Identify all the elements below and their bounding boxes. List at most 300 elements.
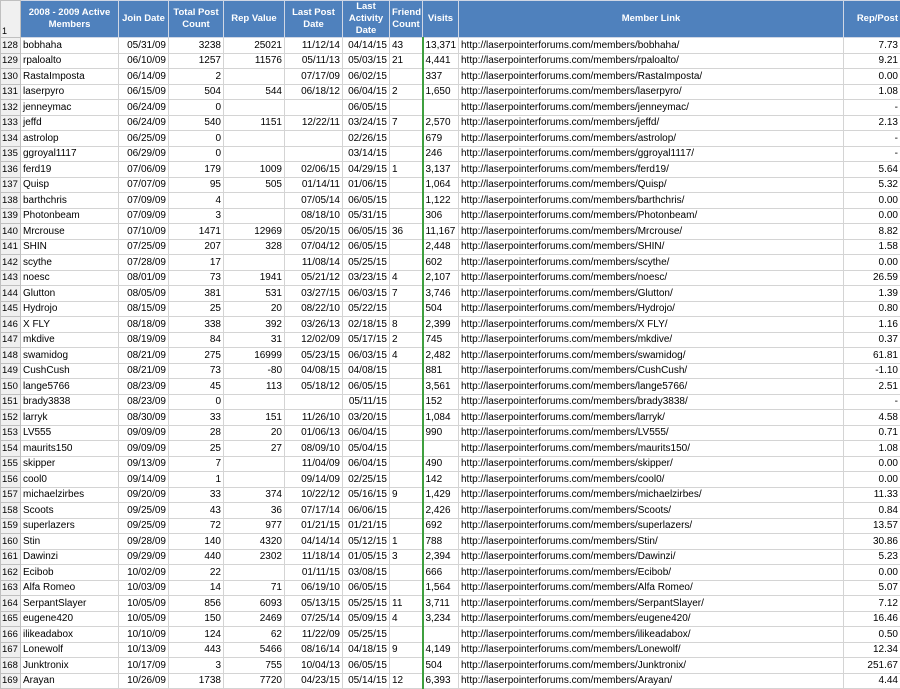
friend-count-cell[interactable]: 1 — [390, 162, 423, 178]
join-date-cell[interactable]: 09/25/09 — [119, 518, 169, 534]
rep-value-cell[interactable]: 11576 — [224, 53, 285, 69]
post-count-cell[interactable]: 33 — [169, 410, 224, 426]
member-name-cell[interactable]: swamidog — [21, 348, 119, 364]
visits-cell[interactable]: 3,234 — [423, 611, 459, 627]
last-activity-cell[interactable]: 05/14/15 — [343, 673, 390, 689]
friend-count-cell[interactable] — [390, 100, 423, 116]
last-activity-cell[interactable]: 06/04/15 — [343, 84, 390, 100]
last-post-cell[interactable]: 11/04/09 — [285, 456, 343, 472]
friend-count-cell[interactable]: 9 — [390, 487, 423, 503]
last-post-cell[interactable]: 01/11/15 — [285, 565, 343, 581]
last-post-cell[interactable]: 07/17/14 — [285, 503, 343, 519]
visits-cell[interactable]: 4,441 — [423, 53, 459, 69]
last-activity-cell[interactable]: 06/05/15 — [343, 580, 390, 596]
last-activity-cell[interactable]: 04/14/15 — [343, 38, 390, 54]
rep-value-cell[interactable]: 374 — [224, 487, 285, 503]
row-number[interactable]: 143 — [1, 270, 21, 286]
rep-value-cell[interactable]: 2302 — [224, 549, 285, 565]
visits-cell[interactable]: 306 — [423, 208, 459, 224]
member-name-cell[interactable]: LV555 — [21, 425, 119, 441]
post-count-cell[interactable]: 179 — [169, 162, 224, 178]
last-post-cell[interactable] — [285, 100, 343, 116]
row-number[interactable]: 131 — [1, 84, 21, 100]
member-name-cell[interactable]: scythe — [21, 255, 119, 271]
visits-cell[interactable]: 246 — [423, 146, 459, 162]
member-link-cell[interactable]: http://laserpointerforums.com/members/maurits150/ — [459, 441, 844, 457]
row-number[interactable]: 149 — [1, 363, 21, 379]
member-name-cell[interactable]: Mrcrouse — [21, 224, 119, 240]
post-count-cell[interactable]: 381 — [169, 286, 224, 302]
rep-value-cell[interactable]: 31 — [224, 332, 285, 348]
rep-value-cell[interactable] — [224, 100, 285, 116]
rep-value-cell[interactable]: 1151 — [224, 115, 285, 131]
rep-value-cell[interactable] — [224, 131, 285, 147]
rep-value-cell[interactable]: 113 — [224, 379, 285, 395]
last-post-cell[interactable]: 02/06/15 — [285, 162, 343, 178]
post-count-cell[interactable]: 140 — [169, 534, 224, 550]
rep-post-cell[interactable]: 5.07 — [844, 580, 900, 596]
join-date-cell[interactable]: 08/21/09 — [119, 348, 169, 364]
rep-post-cell[interactable]: 1.16 — [844, 317, 900, 333]
last-post-cell[interactable]: 08/18/10 — [285, 208, 343, 224]
visits-cell[interactable]: 13,371 — [423, 38, 459, 54]
join-date-cell[interactable]: 09/29/09 — [119, 549, 169, 565]
member-name-cell[interactable]: brady3838 — [21, 394, 119, 410]
last-post-cell[interactable]: 08/16/14 — [285, 642, 343, 658]
member-link-cell[interactable]: http://laserpointerforums.com/members/ggroyal1117/ — [459, 146, 844, 162]
last-activity-cell[interactable]: 06/05/15 — [343, 193, 390, 209]
rep-post-cell[interactable]: 0.71 — [844, 425, 900, 441]
join-date-cell[interactable]: 05/31/09 — [119, 38, 169, 54]
join-date-cell[interactable]: 09/09/09 — [119, 425, 169, 441]
last-post-cell[interactable]: 12/02/09 — [285, 332, 343, 348]
row-number[interactable]: 161 — [1, 549, 21, 565]
member-name-cell[interactable]: lange5766 — [21, 379, 119, 395]
rep-post-cell[interactable]: 0.00 — [844, 208, 900, 224]
post-count-cell[interactable]: 28 — [169, 425, 224, 441]
visits-cell[interactable]: 1,429 — [423, 487, 459, 503]
last-post-cell[interactable]: 11/18/14 — [285, 549, 343, 565]
join-date-cell[interactable]: 08/23/09 — [119, 394, 169, 410]
friend-count-cell[interactable]: 2 — [390, 84, 423, 100]
post-count-cell[interactable]: 25 — [169, 441, 224, 457]
rep-post-cell[interactable]: 4.44 — [844, 673, 900, 689]
member-name-cell[interactable]: michaelzirbes — [21, 487, 119, 503]
last-post-cell[interactable]: 07/05/14 — [285, 193, 343, 209]
member-link-cell[interactable]: http://laserpointerforums.com/members/superlazers/ — [459, 518, 844, 534]
post-count-cell[interactable]: 0 — [169, 146, 224, 162]
visits-cell[interactable]: 504 — [423, 658, 459, 674]
row-number[interactable]: 134 — [1, 131, 21, 147]
last-activity-cell[interactable]: 06/04/15 — [343, 425, 390, 441]
join-date-header[interactable]: Join Date — [119, 1, 169, 38]
rep-value-cell[interactable]: 27 — [224, 441, 285, 457]
last-activity-cell[interactable]: 03/08/15 — [343, 565, 390, 581]
join-date-cell[interactable]: 07/07/09 — [119, 177, 169, 193]
member-name-cell[interactable]: superlazers — [21, 518, 119, 534]
rep-post-cell[interactable]: 0.80 — [844, 301, 900, 317]
member-name-cell[interactable]: Junktronix — [21, 658, 119, 674]
last-post-cell[interactable]: 08/09/10 — [285, 441, 343, 457]
row-number[interactable]: 130 — [1, 69, 21, 85]
last-activity-cell[interactable]: 05/11/15 — [343, 394, 390, 410]
last-post-cell[interactable]: 05/23/15 — [285, 348, 343, 364]
join-date-cell[interactable]: 06/29/09 — [119, 146, 169, 162]
join-date-cell[interactable]: 10/03/09 — [119, 580, 169, 596]
last-activity-cell[interactable]: 06/03/15 — [343, 348, 390, 364]
friend-count-cell[interactable] — [390, 255, 423, 271]
last-activity-cell[interactable]: 04/18/15 — [343, 642, 390, 658]
member-name-cell[interactable]: eugene420 — [21, 611, 119, 627]
member-name-cell[interactable]: mkdive — [21, 332, 119, 348]
join-date-cell[interactable]: 09/20/09 — [119, 487, 169, 503]
friend-count-cell[interactable] — [390, 425, 423, 441]
member-name-cell[interactable]: Glutton — [21, 286, 119, 302]
rep-post-cell[interactable]: 1.08 — [844, 441, 900, 457]
rep-post-cell[interactable]: 7.12 — [844, 596, 900, 612]
last-post-cell[interactable]: 09/14/09 — [285, 472, 343, 488]
row-number[interactable]: 152 — [1, 410, 21, 426]
last-post-cell[interactable]: 11/08/14 — [285, 255, 343, 271]
member-name-cell[interactable]: Stin — [21, 534, 119, 550]
visits-cell[interactable]: 152 — [423, 394, 459, 410]
rep-value-cell[interactable]: 1941 — [224, 270, 285, 286]
visits-cell[interactable] — [423, 100, 459, 116]
member-link-cell[interactable]: http://laserpointerforums.com/members/lange5766/ — [459, 379, 844, 395]
last-post-cell[interactable]: 07/25/14 — [285, 611, 343, 627]
row-number[interactable]: 158 — [1, 503, 21, 519]
rep-post-cell[interactable]: 0.00 — [844, 565, 900, 581]
last-post-cell[interactable]: 01/21/15 — [285, 518, 343, 534]
member-name-cell[interactable]: SHIN — [21, 239, 119, 255]
member-link-cell[interactable]: http://laserpointerforums.com/members/Glutton/ — [459, 286, 844, 302]
last-post-cell[interactable]: 08/22/10 — [285, 301, 343, 317]
friend-count-cell[interactable] — [390, 503, 423, 519]
post-count-cell[interactable]: 540 — [169, 115, 224, 131]
last-activity-cell[interactable]: 06/05/15 — [343, 224, 390, 240]
member-link-header[interactable]: Member Link — [459, 1, 844, 38]
rep-post-cell[interactable]: 61.81 — [844, 348, 900, 364]
rep-value-cell[interactable]: 62 — [224, 627, 285, 643]
visits-cell[interactable]: 2,399 — [423, 317, 459, 333]
last-activity-cell[interactable]: 01/05/15 — [343, 549, 390, 565]
rep-post-cell[interactable]: 0.00 — [844, 193, 900, 209]
rep-post-cell[interactable]: 5.64 — [844, 162, 900, 178]
visits-cell[interactable]: 1,650 — [423, 84, 459, 100]
post-count-cell[interactable]: 443 — [169, 642, 224, 658]
last-activity-cell[interactable]: 04/08/15 — [343, 363, 390, 379]
friend-count-cell[interactable]: 21 — [390, 53, 423, 69]
join-date-cell[interactable]: 06/10/09 — [119, 53, 169, 69]
visits-cell[interactable]: 2,482 — [423, 348, 459, 364]
friend-count-cell[interactable] — [390, 580, 423, 596]
friend-count-cell[interactable]: 4 — [390, 270, 423, 286]
visits-cell[interactable]: 1,564 — [423, 580, 459, 596]
join-date-cell[interactable]: 10/13/09 — [119, 642, 169, 658]
rep-value-cell[interactable]: 544 — [224, 84, 285, 100]
last-activity-cell[interactable]: 03/23/15 — [343, 270, 390, 286]
post-count-cell[interactable]: 275 — [169, 348, 224, 364]
member-name-cell[interactable]: skipper — [21, 456, 119, 472]
member-name-cell[interactable]: Lonewolf — [21, 642, 119, 658]
row-number[interactable]: 168 — [1, 658, 21, 674]
rep-value-cell[interactable] — [224, 394, 285, 410]
rep-value-cell[interactable] — [224, 69, 285, 85]
member-name-cell[interactable]: RastaImposta — [21, 69, 119, 85]
row-number[interactable]: 128 — [1, 38, 21, 54]
visits-cell[interactable]: 142 — [423, 472, 459, 488]
rep-post-cell[interactable]: 251.67 — [844, 658, 900, 674]
row-number[interactable]: 144 — [1, 286, 21, 302]
rep-value-cell[interactable]: 20 — [224, 301, 285, 317]
member-name-cell[interactable]: cool0 — [21, 472, 119, 488]
row-number[interactable]: 147 — [1, 332, 21, 348]
last-post-cell[interactable]: 11/12/14 — [285, 38, 343, 54]
post-count-cell[interactable]: 43 — [169, 503, 224, 519]
last-post-cell[interactable]: 03/26/13 — [285, 317, 343, 333]
join-date-cell[interactable]: 10/17/09 — [119, 658, 169, 674]
visits-cell[interactable]: 504 — [423, 301, 459, 317]
rep-post-cell[interactable]: 4.58 — [844, 410, 900, 426]
row-number[interactable]: 167 — [1, 642, 21, 658]
row-number[interactable]: 150 — [1, 379, 21, 395]
row-number[interactable]: 165 — [1, 611, 21, 627]
member-name-cell[interactable]: Ecibob — [21, 565, 119, 581]
member-link-cell[interactable]: http://laserpointerforums.com/members/ferd19/ — [459, 162, 844, 178]
member-link-cell[interactable]: http://laserpointerforums.com/members/LV555/ — [459, 425, 844, 441]
member-link-cell[interactable]: http://laserpointerforums.com/members/eugene420/ — [459, 611, 844, 627]
last-activity-cell[interactable]: 05/17/15 — [343, 332, 390, 348]
rep-value-cell[interactable]: 20 — [224, 425, 285, 441]
visits-cell[interactable]: 602 — [423, 255, 459, 271]
row-number[interactable]: 153 — [1, 425, 21, 441]
row-number[interactable]: 133 — [1, 115, 21, 131]
post-count-cell[interactable]: 7 — [169, 456, 224, 472]
last-post-cell[interactable]: 01/06/13 — [285, 425, 343, 441]
last-post-cell[interactable] — [285, 146, 343, 162]
rep-post-cell[interactable]: - — [844, 146, 900, 162]
last-post-cell[interactable] — [285, 394, 343, 410]
visits-cell[interactable]: 2,394 — [423, 549, 459, 565]
row-number[interactable]: 146 — [1, 317, 21, 333]
rep-value-cell[interactable]: 328 — [224, 239, 285, 255]
post-count-cell[interactable]: 84 — [169, 332, 224, 348]
last-activity-cell[interactable]: 06/06/15 — [343, 503, 390, 519]
visits-cell[interactable]: 337 — [423, 69, 459, 85]
last-activity-cell[interactable]: 06/04/15 — [343, 456, 390, 472]
row-number[interactable]: 164 — [1, 596, 21, 612]
friend-count-cell[interactable] — [390, 627, 423, 643]
last-activity-cell[interactable]: 03/14/15 — [343, 146, 390, 162]
rep-value-cell[interactable]: 5466 — [224, 642, 285, 658]
rep-post-cell[interactable]: 30.86 — [844, 534, 900, 550]
friend-count-cell[interactable] — [390, 301, 423, 317]
member-name-cell[interactable]: Alfa Romeo — [21, 580, 119, 596]
member-name-cell[interactable]: Photonbeam — [21, 208, 119, 224]
rep-post-cell[interactable]: 16.46 — [844, 611, 900, 627]
join-date-cell[interactable]: 09/28/09 — [119, 534, 169, 550]
last-activity-cell[interactable]: 02/18/15 — [343, 317, 390, 333]
rep-post-cell[interactable]: 26.59 — [844, 270, 900, 286]
last-activity-cell[interactable]: 06/05/15 — [343, 100, 390, 116]
friend-count-cell[interactable] — [390, 363, 423, 379]
member-link-cell[interactable]: http://laserpointerforums.com/members/SHIN/ — [459, 239, 844, 255]
friend-count-cell[interactable]: 12 — [390, 673, 423, 689]
friend-count-cell[interactable] — [390, 239, 423, 255]
join-date-cell[interactable]: 07/28/09 — [119, 255, 169, 271]
last-post-cell[interactable]: 05/18/12 — [285, 379, 343, 395]
rep-value-cell[interactable]: 531 — [224, 286, 285, 302]
last-post-cell[interactable]: 05/21/12 — [285, 270, 343, 286]
post-count-cell[interactable]: 0 — [169, 131, 224, 147]
rep-value-cell[interactable]: 71 — [224, 580, 285, 596]
last-activity-cell[interactable]: 06/05/15 — [343, 658, 390, 674]
post-count-cell[interactable]: 1471 — [169, 224, 224, 240]
member-link-cell[interactable]: http://laserpointerforums.com/members/Alfa Romeo/ — [459, 580, 844, 596]
post-count-cell[interactable]: 0 — [169, 100, 224, 116]
row-number[interactable]: 166 — [1, 627, 21, 643]
join-date-cell[interactable]: 06/15/09 — [119, 84, 169, 100]
post-count-cell[interactable]: 1738 — [169, 673, 224, 689]
rep-value-cell[interactable] — [224, 565, 285, 581]
post-count-cell[interactable]: 1257 — [169, 53, 224, 69]
member-name-cell[interactable]: X FLY — [21, 317, 119, 333]
visits-cell[interactable]: 4,149 — [423, 642, 459, 658]
visits-cell[interactable]: 3,746 — [423, 286, 459, 302]
last-activity-header[interactable]: Last Activity Date — [343, 1, 390, 38]
visits-header[interactable]: Visits — [423, 1, 459, 38]
rep-post-cell[interactable]: -1.10 — [844, 363, 900, 379]
last-post-cell[interactable]: 11/22/09 — [285, 627, 343, 643]
last-post-cell[interactable]: 10/04/13 — [285, 658, 343, 674]
row-number[interactable]: 159 — [1, 518, 21, 534]
visits-cell[interactable]: 2,570 — [423, 115, 459, 131]
last-post-cell[interactable]: 05/13/15 — [285, 596, 343, 612]
friend-count-cell[interactable] — [390, 456, 423, 472]
member-name-cell[interactable]: astrolop — [21, 131, 119, 147]
friend-count-cell[interactable] — [390, 518, 423, 534]
friend-count-cell[interactable]: 2 — [390, 332, 423, 348]
last-post-cell[interactable]: 06/19/10 — [285, 580, 343, 596]
post-count-cell[interactable]: 4 — [169, 193, 224, 209]
join-date-cell[interactable]: 08/01/09 — [119, 270, 169, 286]
join-date-cell[interactable]: 08/15/09 — [119, 301, 169, 317]
member-name-cell[interactable]: ferd19 — [21, 162, 119, 178]
visits-cell[interactable]: 2,448 — [423, 239, 459, 255]
member-name-cell[interactable]: CushCush — [21, 363, 119, 379]
rep-value-cell[interactable]: 6093 — [224, 596, 285, 612]
rep-value-cell[interactable] — [224, 146, 285, 162]
rep-post-cell[interactable]: 1.39 — [844, 286, 900, 302]
friend-count-cell[interactable]: 36 — [390, 224, 423, 240]
member-link-cell[interactable]: http://laserpointerforums.com/members/astrolop/ — [459, 131, 844, 147]
member-link-cell[interactable]: http://laserpointerforums.com/members/RastaImposta/ — [459, 69, 844, 85]
post-count-cell[interactable]: 3 — [169, 658, 224, 674]
last-activity-cell[interactable]: 05/25/15 — [343, 596, 390, 612]
last-activity-cell[interactable]: 06/03/15 — [343, 286, 390, 302]
last-activity-cell[interactable]: 05/16/15 — [343, 487, 390, 503]
member-name-cell[interactable]: jeffd — [21, 115, 119, 131]
join-date-cell[interactable]: 10/05/09 — [119, 596, 169, 612]
member-link-cell[interactable]: http://laserpointerforums.com/members/swamidog/ — [459, 348, 844, 364]
last-activity-cell[interactable]: 05/22/15 — [343, 301, 390, 317]
join-date-cell[interactable]: 08/19/09 — [119, 332, 169, 348]
rep-post-cell[interactable]: 0.00 — [844, 456, 900, 472]
friend-count-cell[interactable] — [390, 441, 423, 457]
rep-value-cell[interactable]: 977 — [224, 518, 285, 534]
rep-post-cell[interactable]: 12.34 — [844, 642, 900, 658]
post-count-cell[interactable]: 73 — [169, 363, 224, 379]
member-name-cell[interactable]: laserpyro — [21, 84, 119, 100]
friend-count-cell[interactable] — [390, 146, 423, 162]
rep-post-cell[interactable]: 8.82 — [844, 224, 900, 240]
row-number[interactable]: 137 — [1, 177, 21, 193]
last-post-cell[interactable]: 04/14/14 — [285, 534, 343, 550]
post-count-cell[interactable]: 3 — [169, 208, 224, 224]
row-number[interactable]: 157 — [1, 487, 21, 503]
post-count-cell[interactable]: 338 — [169, 317, 224, 333]
member-link-cell[interactable]: http://laserpointerforums.com/members/ilikeadabox/ — [459, 627, 844, 643]
member-link-cell[interactable]: http://laserpointerforums.com/members/jenneymac/ — [459, 100, 844, 116]
friend-count-cell[interactable] — [390, 394, 423, 410]
post-count-cell[interactable]: 2 — [169, 69, 224, 85]
last-post-cell[interactable]: 05/11/13 — [285, 53, 343, 69]
member-name-cell[interactable]: maurits150 — [21, 441, 119, 457]
friend-count-cell[interactable]: 9 — [390, 642, 423, 658]
last-activity-cell[interactable]: 05/12/15 — [343, 534, 390, 550]
join-date-cell[interactable]: 07/06/09 — [119, 162, 169, 178]
post-count-cell[interactable]: 150 — [169, 611, 224, 627]
rep-value-header[interactable]: Rep Value — [224, 1, 285, 38]
visits-cell[interactable]: 1,084 — [423, 410, 459, 426]
member-link-cell[interactable]: http://laserpointerforums.com/members/Quisp/ — [459, 177, 844, 193]
member-name-cell[interactable]: Arayan — [21, 673, 119, 689]
friend-count-cell[interactable]: 4 — [390, 611, 423, 627]
post-count-cell[interactable]: 14 — [169, 580, 224, 596]
last-post-cell[interactable]: 10/22/12 — [285, 487, 343, 503]
visits-cell[interactable]: 679 — [423, 131, 459, 147]
members-header[interactable]: 2008 - 2009 Active Members — [21, 1, 119, 38]
join-date-cell[interactable]: 09/14/09 — [119, 472, 169, 488]
rep-value-cell[interactable]: 151 — [224, 410, 285, 426]
member-link-cell[interactable]: http://laserpointerforums.com/members/Junktronix/ — [459, 658, 844, 674]
row-number[interactable]: 135 — [1, 146, 21, 162]
rep-value-cell[interactable]: 1009 — [224, 162, 285, 178]
post-count-cell[interactable]: 22 — [169, 565, 224, 581]
row-number[interactable]: 154 — [1, 441, 21, 457]
visits-cell[interactable]: 3,561 — [423, 379, 459, 395]
row-number[interactable]: 141 — [1, 239, 21, 255]
last-post-cell[interactable]: 01/14/11 — [285, 177, 343, 193]
member-link-cell[interactable]: http://laserpointerforums.com/members/mkdive/ — [459, 332, 844, 348]
visits-cell[interactable]: 490 — [423, 456, 459, 472]
last-activity-cell[interactable]: 05/09/15 — [343, 611, 390, 627]
last-post-cell[interactable]: 07/04/12 — [285, 239, 343, 255]
post-count-cell[interactable]: 0 — [169, 394, 224, 410]
member-link-cell[interactable]: http://laserpointerforums.com/members/laserpyro/ — [459, 84, 844, 100]
row-number[interactable]: 151 — [1, 394, 21, 410]
friend-count-cell[interactable] — [390, 379, 423, 395]
post-count-cell[interactable]: 25 — [169, 301, 224, 317]
last-post-cell[interactable]: 07/17/09 — [285, 69, 343, 85]
member-link-cell[interactable]: http://laserpointerforums.com/members/Hydrojo/ — [459, 301, 844, 317]
rep-post-cell[interactable]: 5.32 — [844, 177, 900, 193]
rep-value-cell[interactable] — [224, 472, 285, 488]
join-date-cell[interactable]: 10/26/09 — [119, 673, 169, 689]
member-link-cell[interactable]: http://laserpointerforums.com/members/X FLY/ — [459, 317, 844, 333]
rep-value-cell[interactable] — [224, 193, 285, 209]
member-link-cell[interactable]: http://laserpointerforums.com/members/brady3838/ — [459, 394, 844, 410]
